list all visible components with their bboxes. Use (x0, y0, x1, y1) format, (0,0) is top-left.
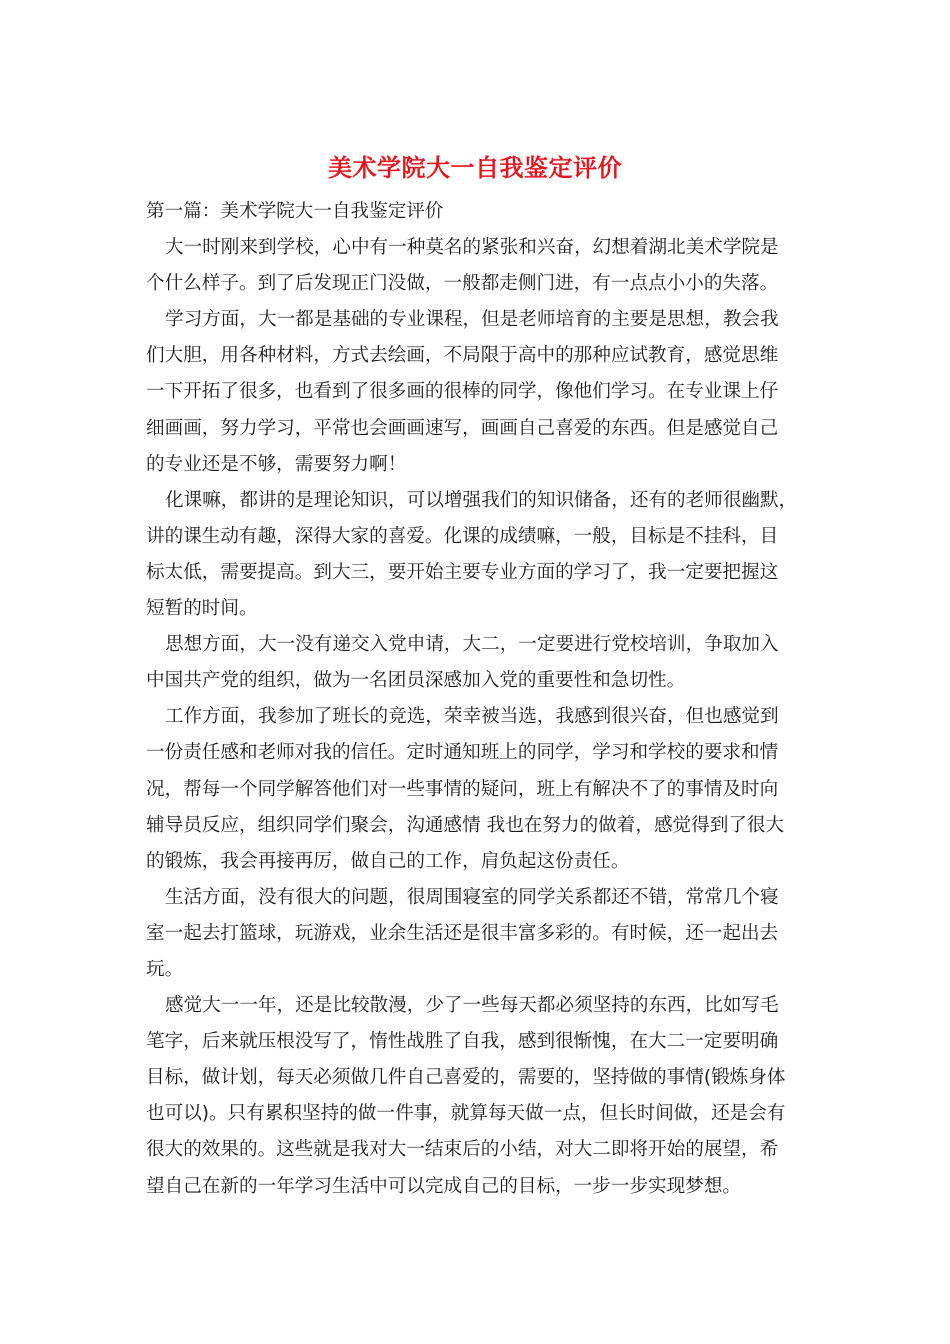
paragraph-summary (146, 988, 804, 1205)
paragraph-line: 一下开拓了很多，也看到了很多画的很棒的同学，像他们学习。在专业课上仔 (146, 381, 779, 403)
paragraph-line: 们大胆，用各种材料，方式去绘画，不局限于高中的那种应试教育，感觉思维 (146, 345, 779, 367)
paragraph-work (146, 699, 804, 879)
paragraph-line: 的专业还是不够，需要努力啊！ (146, 453, 407, 475)
document-body (146, 194, 804, 1205)
document-title: 美术学院大一自我鉴定评价 (328, 153, 622, 182)
paragraph-line: 也可以)。只有累积坚持的做一件事，就算每天做一点，但长时间做，还是会有 (146, 1103, 786, 1125)
paragraph-line: 笔字，后来就压根没写了，惰性战胜了自我，感到很惭愧，在大二一定要明确 (146, 1031, 779, 1053)
paragraph-line: 生活方面，没有很大的问题，很周围寝室的同学关系都还不错，常常几个寝 (165, 886, 779, 908)
paragraph-line: 感觉大一一年，还是比较散漫，少了一些每天都必须坚持的东西，比如写毛 (165, 995, 779, 1017)
paragraph-culture-course (146, 483, 804, 627)
paragraph-line: 的锻炼，我会再接再厉，做自己的工作，肩负起这份责任。 (146, 850, 630, 872)
paragraph-line: 学习方面，大一都是基础的专业课程，但是老师培育的主要是思想，教会我 (165, 309, 779, 331)
paragraph-line: 室一起去打篮球，玩游戏，业余生活还是很丰富多彩的。有时候，还一起出去 (146, 922, 779, 944)
paragraph-line: 辅导员反应，组织同学们聚会，沟通感情 我也在努力的做着，感觉得到了很大 (146, 814, 785, 836)
paragraph-line: 工作方面，我参加了班长的竞选，荣幸被当选，我感到很兴奋，但也感觉到 (165, 706, 779, 728)
paragraph-study (146, 302, 804, 482)
paragraph-line: 玩。 (146, 958, 184, 980)
paragraph-line: 化课嘛，都讲的是理论知识，可以增强我们的知识储备，还有的老师很幽默， (165, 489, 798, 511)
paragraph-life (146, 880, 804, 988)
paragraph-arrival (146, 230, 804, 302)
paragraph-line: 大一时刚来到学校，心中有一种莫名的紧张和兴奋，幻想着湖北美术学院是 (165, 237, 779, 259)
paragraph-line: 细画画，努力学习，平常也会画画速写，画画自己喜爱的东西。但是感觉自己 (146, 417, 779, 439)
paragraph-line: 中国共产党的组织，做为一名团员深感加入党的重要性和急切性。 (146, 670, 686, 692)
paragraph-line: 一份责任感和老师对我的信任。定时通知班上的同学，学习和学校的要求和情 (146, 742, 779, 764)
paragraph-line: 短暂的时间。 (146, 598, 258, 620)
paragraph-line: 个什么样子。到了后发现正门没做，一般都走侧门进，有一点点小小的失落。 (146, 273, 779, 295)
paragraph-line: 望自己在新的一年学习生活中可以完成自己的目标，一步一步实现梦想。 (146, 1175, 742, 1197)
paragraph-line: 况，帮每一个同学解答他们对一些事情的疑问，班上有解决不了的事情及时向 (146, 778, 779, 800)
paragraph-line: 很大的效果的。这些就是我对大一结束后的小结，对大二即将开始的展望，希 (146, 1139, 779, 1161)
paragraph-line: 目标，做计划，每天必须做几件自己喜爱的，需要的，坚持做的事情(锻炼身体 (146, 1067, 786, 1089)
paragraph-line: 标太低，需要提高。到大三，要开始主要专业方面的学习了，我一定要把握这 (146, 561, 779, 583)
paragraph-line: 思想方面，大一没有递交入党申请，大二，一定要进行党校培训，争取加入 (165, 634, 779, 656)
paragraph-thought (146, 627, 804, 699)
paragraph-line: 讲的课生动有趣，深得大家的喜爱。化课的成绩嘛，一般，目标是不挂科，目 (146, 525, 779, 547)
section-heading: 第一篇：美术学院大一自我鉴定评价 (146, 201, 444, 222)
